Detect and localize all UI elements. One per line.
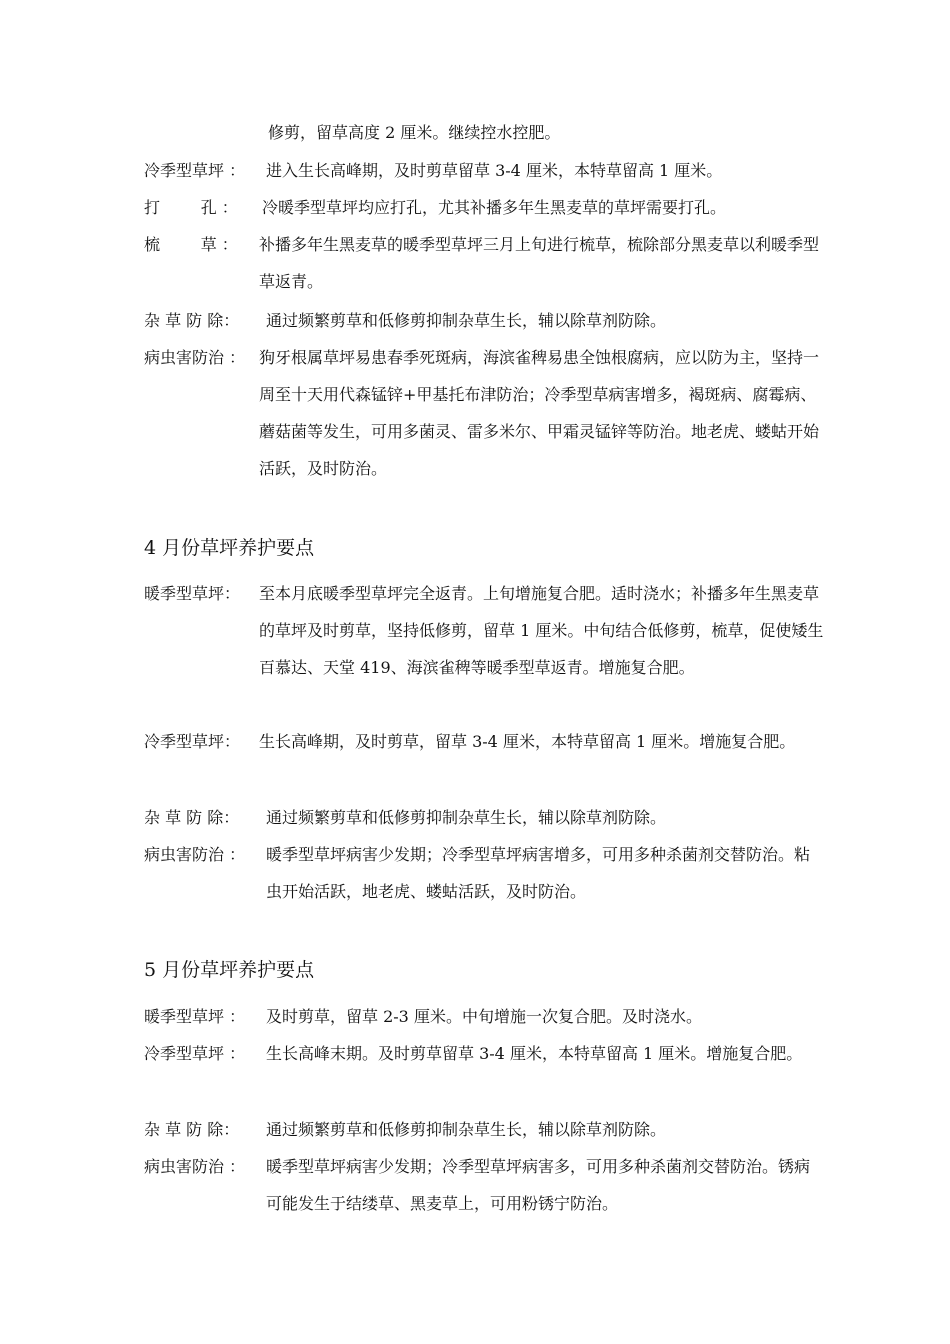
item-label: 杂 草 防 除：	[144, 311, 240, 330]
item-text: 生长高峰末期。及时剪草留草 3-4 厘米，本特草留高 1 厘米。增施复合肥。	[266, 1044, 803, 1063]
item-label: 暖季型草坪：	[144, 584, 241, 603]
march-item-weed-control	[144, 302, 824, 339]
item-text: 狗牙根属草坪易患春季死斑病，海滨雀稗易患全蚀根腐病，应以防为主，坚持一周至十天用代森锰锌+甲基托布津防治；冷季型草病害增多，褐斑病、腐霉病、蘑菇菌等发生，可用多菌灵、雷多米尔、甲霜灵锰锌等防治。地老虎、蝼蛄开始活跃，及时防治。	[259, 348, 820, 478]
march-item-pest-control	[144, 339, 824, 487]
item-label: 杂 草 防 除：	[144, 1120, 240, 1139]
march-item-aeration	[144, 189, 824, 226]
item-label: 病虫害防治 ：	[144, 1157, 246, 1176]
item-label: 冷季型草坪 ：	[144, 1044, 246, 1063]
may-item-warm-season	[144, 998, 824, 1035]
item-text: 通过频繁剪草和低修剪抑制杂草生长，辅以除草剂防除。	[266, 808, 667, 827]
item-label: 梳 草 ：	[144, 235, 238, 254]
item-text: 通过频繁剪草和低修剪抑制杂草生长，辅以除草剂防除。	[266, 1120, 667, 1139]
section-heading-may: 5 月份草坪养护要点	[144, 959, 315, 981]
april-item-pest-control	[144, 836, 824, 910]
april-item-warm-season	[144, 575, 824, 686]
item-label: 打 孔 ：	[144, 198, 238, 217]
april-item-weed-control	[144, 799, 824, 836]
item-text: 暖季型草坪病害少发期；冷季型草坪病害增多，可用多种杀菌剂交替防治。粘虫开始活跃，地老虎、蝼蛄活跃，及时防治。	[266, 845, 811, 901]
item-label: 病虫害防治 ：	[144, 348, 246, 367]
may-item-pest-control	[144, 1148, 824, 1222]
item-text: 生长高峰期，及时剪草，留草 3-4 厘米，本特草留高 1 厘米。增施复合肥。	[259, 732, 796, 751]
may-item-weed-control	[144, 1111, 824, 1148]
march-item-dethatching	[144, 226, 824, 300]
item-text: 补播多年生黑麦草的暖季型草坪三月上旬进行梳草，梳除部分黑麦草以利暖季型草返青。	[259, 235, 820, 291]
item-label: 冷季型草坪 ：	[144, 161, 246, 180]
april-item-cool-season	[144, 723, 824, 760]
item-label: 杂 草 防 除：	[144, 808, 240, 827]
item-label: 病虫害防治 ：	[144, 845, 246, 864]
item-label: 暖季型草坪 ：	[144, 1007, 246, 1026]
march-item-cool-season	[144, 152, 824, 189]
may-item-cool-season	[144, 1035, 824, 1072]
item-text: 暖季型草坪病害少发期；冷季型草坪病害多，可用多种杀菌剂交替防治。锈病可能发生于结缕草、黑麦草上，可用粉锈宁防治。	[266, 1157, 811, 1213]
item-label: 冷季型草坪：	[144, 732, 241, 751]
item-text: 通过频繁剪草和低修剪抑制杂草生长，辅以除草剂防除。	[266, 311, 667, 330]
item-text: 及时剪草，留草 2-3 厘米。中旬增施一次复合肥。及时浇水。	[266, 1007, 702, 1026]
item-text: 进入生长高峰期，及时剪草留草 3-4 厘米，本特草留高 1 厘米。	[266, 161, 723, 180]
item-text: 至本月底暖季型草坪完全返青。上旬增施复合肥。适时浇水；补播多年生黑麦草的草坪及时剪草，坚持低修剪，留草 1 厘米。中旬结合低修剪，梳草，促使矮生百慕达、天堂 419、海滨雀稗等暖季型草返青。增施复合肥。	[259, 584, 824, 677]
section-heading-april: 4 月份草坪养护要点	[144, 537, 315, 559]
item-text: 冷暖季型草坪均应打孔，尤其补播多年生黑麦草的草坪需要打孔。	[262, 198, 727, 217]
continuation-line: 修剪，留草高度 2 厘米。继续控水控肥。	[268, 123, 561, 142]
